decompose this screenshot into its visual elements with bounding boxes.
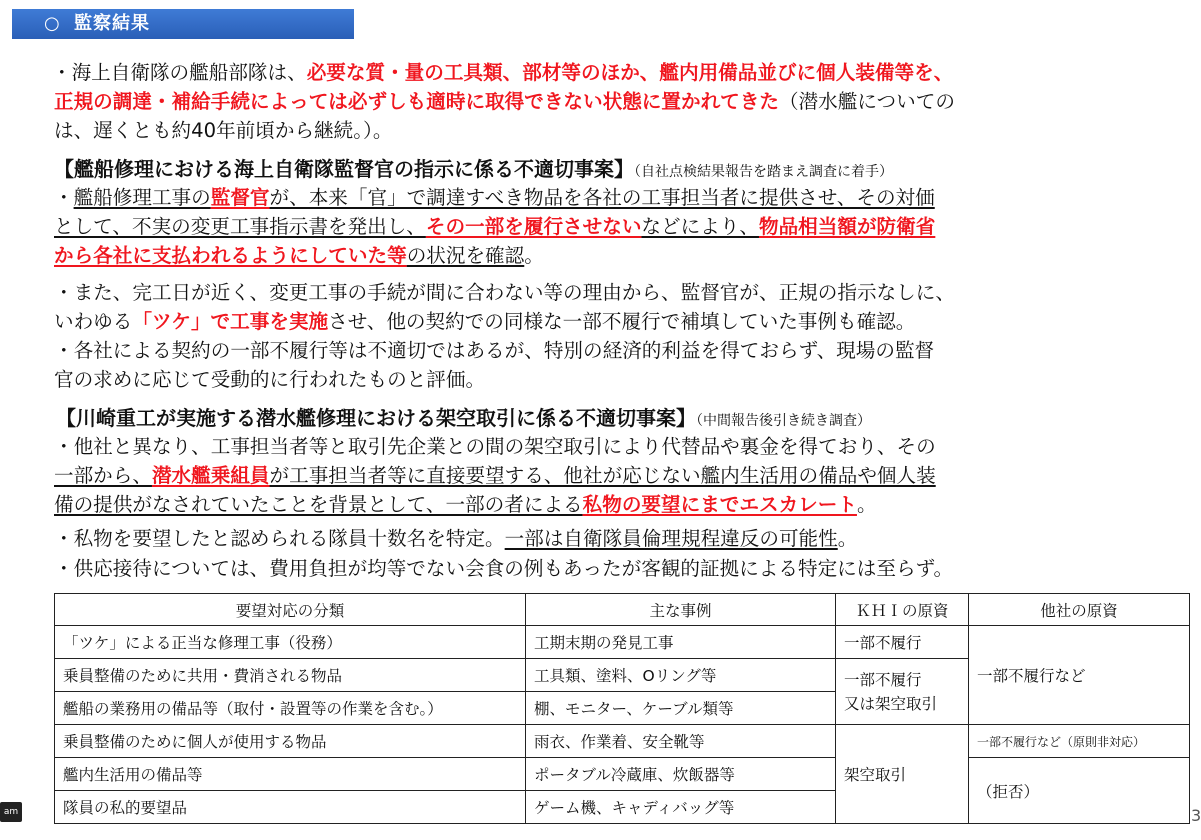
section1-heading: 【艦船修理における海上自衛隊監督官の指示に係る不適切事案】（自社点検結果報告を踏まえ調査に着手） [54,157,893,181]
example-cell: 工具類、塗料、Oリング等 [526,659,836,692]
khi-source-cell: 架空取引 [836,725,969,824]
section2-line-4: ・私物を要望したと認められる隊員十数名を特定。一部は自衛隊員倫理規程違反の可能性。 [54,527,858,550]
section2-line-5: ・供応接待については、費用負担が均等でない会食の例もあったが客観的証拠による特定には至らず。 [54,557,954,580]
table-row [55,725,1190,758]
section1-line-1: ・艦船修理工事の監督官が、本来「官」で調達すべき物品を各社の工事担当者に提供させ、その対価 [54,186,935,209]
section1-line-2: として、不実の変更工事指示書を発出し、その一部を履行させないなどにより、物品相当額が防衛省 [54,215,936,238]
section1-line-4: ・また、完工日が近く、変更工事の手続が間に合わない等の理由から、監督官が、正規の指示なしに、 [54,281,955,304]
circle-bullet-icon: ○ [44,13,61,34]
request-classification-table [54,593,1190,824]
category-cell: 艦船の業務用の備品等（取付・設置等の作業を含む。） [55,692,526,725]
intro-line-3: は、遅くとも約40年前頃から継続。）。 [54,119,393,142]
table-header-row [55,594,1190,626]
table-header-cell: 主な事例 [526,594,836,626]
example-cell: 雨衣、作業着、安全靴等 [526,725,836,758]
intro-line-2: 正規の調達・補給手続によっては必ずしも適時に取得できない状態に置かれてきた（潜水艦についての [54,90,955,113]
table-header-cell: 他社の原資 [969,594,1190,626]
other-source-cell: 一部不履行など [969,626,1190,725]
intro-line-1: ・海上自衛隊の艦船部隊は、必要な質・量の工具類、部材等のほか、艦内用備品並びに個人装備等を、 [52,61,954,84]
section2-line-2: 一部から、潜水艦乗組員が工事担当者等に直接要望する、他社が応じない艦内生活用の備品や個人装 [54,464,936,487]
example-cell: 工期末期の発見工事 [526,626,836,659]
section1-line-3: から各社に支払われるようにしていた等の状況を確認。 [54,244,544,267]
category-cell: 艦内生活用の備品等 [55,758,526,791]
table-row [55,758,1190,791]
page-number: 3 [1191,806,1201,825]
category-cell: 隊員の私的要望品 [55,791,526,824]
khi-source-cell: 一部不履行 [836,626,969,659]
section1-line-7: 官の求めに応じて受動的に行われたものと評価。 [54,368,486,391]
table-header-cell: 要望対応の分類 [55,594,526,626]
table-header-cell: ＫＨＩの原資 [836,594,969,626]
category-cell: 「ツケ」による正当な修理工事（役務） [55,626,526,659]
table-row [55,626,1190,659]
example-cell: ゲーム機、キャディバッグ等 [526,791,836,824]
other-source-cell: 一部不履行など（原則非対応） [969,725,1190,758]
section1-line-6: ・各社による契約の一部不履行等は不適切ではあるが、特別の経済的利益を得ておらず、現場の監督 [54,339,935,362]
corner-logo: am [0,802,22,822]
category-cell: 乗員整備のために共用・費消される物品 [55,659,526,692]
section2-line-1: ・他社と異なり、工事担当者等と取引先企業との間の架空取引により代替品や裏金を得ており、その [54,435,936,458]
khi-source-cell: 一部不履行 又は架空取引 [836,659,969,725]
section-header [12,9,354,39]
other-source-cell: （拒否） [969,758,1190,824]
section-title: 監察結果 [74,13,150,34]
section1-line-5: いわゆる「ツケ」で工事を実施させ、他の契約での同様な一部不履行で補填していた事例も確認。 [54,310,916,333]
category-cell: 乗員整備のために個人が使用する物品 [55,725,526,758]
section2-heading: 【川崎重工が実施する潜水艦修理における架空取引に係る不適切事案】（中間報告後引き続き調査） [56,406,871,430]
example-cell: ポータブル冷蔵庫、炊飯器等 [526,758,836,791]
example-cell: 棚、モニター、ケーブル類等 [526,692,836,725]
section2-line-3: 備の提供がなされていたことを背景として、一部の者による私物の要望にまでエスカレート。 [54,493,877,516]
